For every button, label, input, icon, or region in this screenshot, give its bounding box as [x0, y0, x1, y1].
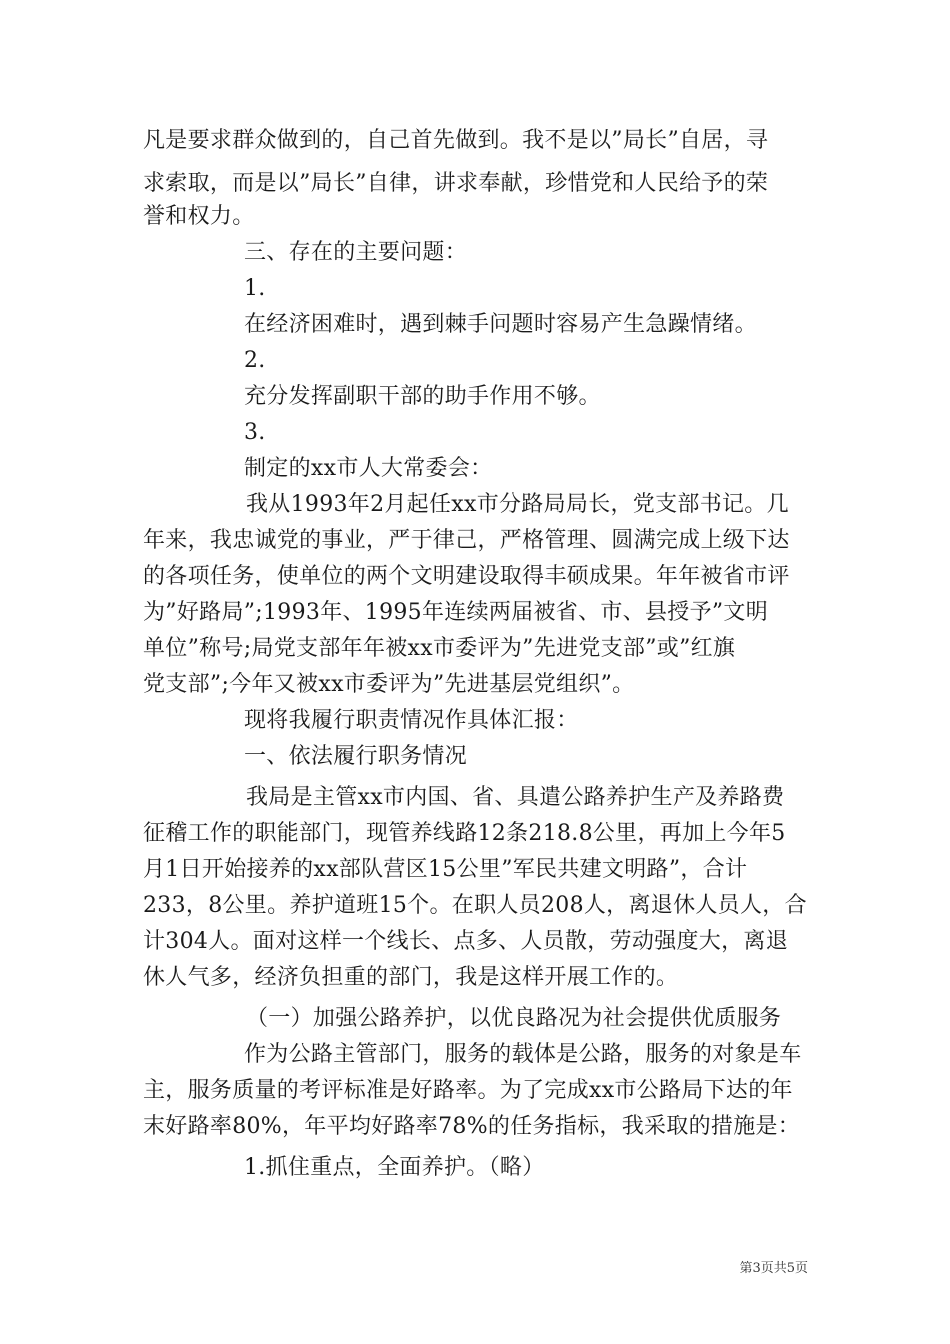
salutation: 制定的xx市人大常委会： [244, 456, 493, 481]
text-line: 誉和权力。 [143, 204, 255, 229]
text-line: 征稽工作的职能部门，现管养线路12条218.8公里，再加上今年5 [143, 821, 786, 846]
text-line: 计304人。面对这样一个线长、点多、人员散，劳动强度大，离退 [143, 929, 788, 954]
subsection-heading: （一）加强公路养护，以优良路况为社会提供优质服务 [246, 1006, 782, 1031]
text-line: 求索取，而是以”局长”自律，讲求奉献，珍惜党和人民给予的荣 [143, 171, 769, 196]
text-line: 为”好路局”;1993年、1995年连续两届被省、市、县授予”文明 [143, 600, 769, 625]
text-line: 主，服务质量的考评标准是好路率。为了完成xx市公路局下达的年 [143, 1078, 793, 1103]
text-line: 单位”称号;局党支部年年被xx市委评为”先进党支部”或”红旗 [143, 636, 736, 661]
list-number: 1. [244, 276, 266, 301]
text-line: 月1日开始接养的xx部队营区15公里”军民共建文明路”，合计 [143, 857, 748, 882]
text-line: 末好路率80%，年平均好路率78%的任务指标，我采取的措施是： [143, 1114, 801, 1139]
list-number: 3. [244, 420, 266, 445]
text-line: 233，8公里。养护道班15个。在职人员208人，离退休人员人，合 [143, 893, 807, 918]
text-line: 的各项任务，使单位的两个文明建设取得丰硕成果。年年被省市评 [143, 564, 790, 589]
section-heading: 一、依法履行职务情况 [244, 744, 468, 769]
list-item: 在经济困难时，遇到棘手问题时容易产生急躁情绪。 [244, 312, 757, 337]
text-line: 现将我履行职责情况作具体汇报： [244, 708, 579, 733]
text-line: 休人气多，经济负担重的部门，我是这样开展工作的。 [143, 965, 679, 990]
list-item: 1.抓住重点，全面养护。（略） [244, 1155, 545, 1180]
text-line: 凡是要求群众做到的，自己首先做到。我不是以”局长”自居，寻 [143, 128, 769, 153]
text-line: 我从1993年2月起任xx市分路局局长，党支部书记。几 [246, 492, 789, 517]
text-line: 年来，我忠诚党的事业，严于律己，严格管理、圆满完成上级下达 [143, 528, 790, 553]
text-line: 作为公路主管部门，服务的载体是公路，服务的对象是车 [244, 1042, 802, 1067]
page-number: 第3页共5页 [739, 1261, 808, 1276]
list-item: 充分发挥副职干部的助手作用不够。 [244, 384, 601, 409]
list-number: 2. [244, 348, 266, 373]
section-heading: 三、存在的主要问题： [244, 240, 468, 265]
text-line: 党支部”;今年又被xx市委评为”先进基层党组织”。 [143, 672, 635, 697]
text-line: 我局是主管xx市内国、省、具遣公路养护生产及养路费 [246, 785, 785, 810]
